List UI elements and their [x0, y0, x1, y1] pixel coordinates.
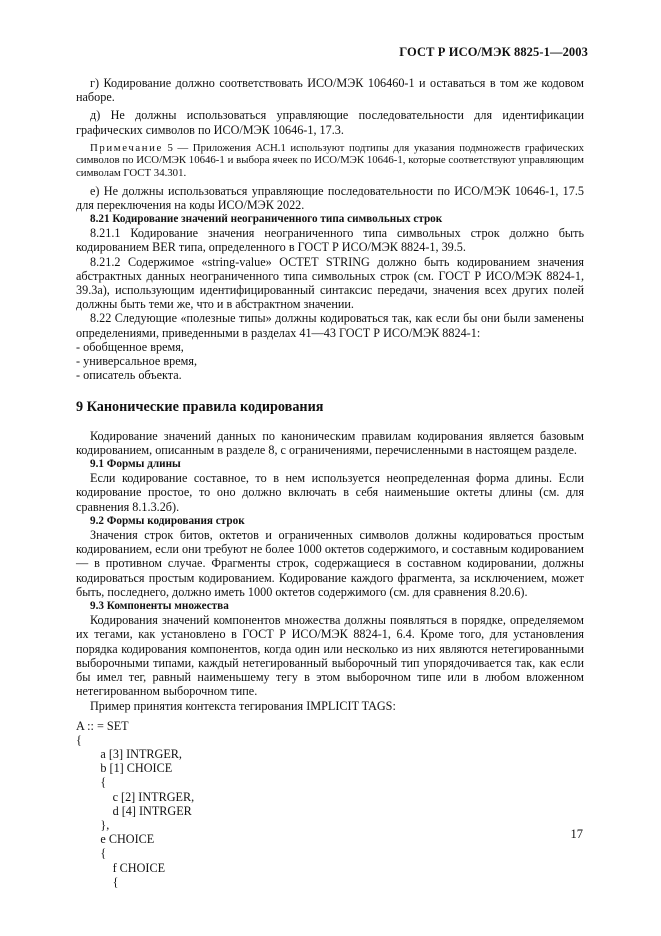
running-header: ГОСТ Р ИСО/МЭК 8825-1—2003	[399, 45, 588, 59]
paragraph-9-3: Кодирования значений компонентов множества должны появляться в порядке, определяемом их тегами, как установлено в ГОСТ Р ИСО/МЭК 8824-1, 6.4. Кроме того, для установления порядка кодирования компонентов, когда один или несколько из них являются нетегированными выборочными типами, каждый нетегированный выборочный тип упорядочивается так, как если бы имел тег, равный наименьшему тегу в этом выборочном типе или в любом вложенном нетегированном выборочном типе.	[76, 613, 584, 699]
code-line: d [4] INTRGER	[76, 803, 192, 818]
note-text: 5 — Приложения АСН.1 используют подтипы для указания подмножеств графических символов по ИСО/МЭК 10646-1 и выбора ячеек по ИСО/МЭК 10646-1, которые соответствуют управляющим символам ГОСТ 34.301.	[76, 141, 584, 179]
list-item: - универсальное время,	[76, 354, 197, 369]
page-number: 17	[570, 827, 583, 841]
note-label: Примечание	[90, 141, 163, 154]
code-line: },	[76, 818, 110, 833]
heading-9-3: 9.3 Компоненты множества	[90, 600, 229, 613]
paragraph-e: е) Не должны использоваться управляющие последовательности по ИСО/МЭК 10646-1, 17.5 для переключения на коды ИСО/МЭК 2022.	[76, 183, 584, 212]
list-item: - описатель объекта.	[76, 368, 182, 383]
note-5	[76, 142, 584, 180]
code-line: c [2] INTRGER,	[76, 789, 195, 804]
asn1-code-block	[76, 719, 584, 889]
paragraph-8-21-2: 8.21.2 Содержимое «string-value» OCTET STRING должно быть кодированием значения абстрактных данных неограниченного типа символьных строк (см. ГОСТ Р ИСО/МЭК 8824-1, 39.3а), использующим идентифицированный синтаксис передачи, значения всех других полей должны быть теми же, что и в абстрактном значении.	[76, 254, 584, 312]
code-line: {	[76, 732, 82, 747]
code-line: A :: = SET	[76, 718, 129, 733]
useful-types-list	[76, 340, 584, 383]
heading-9-1: 9.1 Формы длины	[90, 458, 181, 471]
code-line: b [1] CHOICE	[76, 761, 173, 776]
paragraph-example: Пример принятия контекста тегирования IMPLICIT TAGS:	[90, 698, 396, 713]
section-9-heading: 9 Канонические правила кодирования	[76, 399, 324, 416]
code-line: f CHOICE	[76, 860, 166, 875]
paragraph-d: д) Не должны использоваться управляющие последовательности для идентификации графических символов по ИСО/МЭК 10646-1, 17.3.	[76, 108, 584, 137]
heading-8-21: 8.21 Кодирование значений неограниченного типа символьных строк	[90, 213, 443, 225]
code-line: a [3] INTRGER,	[76, 747, 182, 762]
paragraph-g: г) Кодирование должно соответствовать ИСО/МЭК 106460-1 и оставаться в том же кодовом наборе.	[76, 76, 584, 105]
paragraph-8-21-1: 8.21.1 Кодирование значения неограниченного типа символьных строк должно быть кодированием BER типа, определенного в ГОСТ Р ИСО/МЭК 8824-1, 39.5.	[76, 226, 584, 255]
paragraph-9-2: Значения строк битов, октетов и ограниченных символов должны кодироваться простым кодированием, если они требуют не более 1000 октетов содержимого, и составным кодированием — в противном случае. Фрагменты строк, содержащиеся в составном кодировании, должны кодироваться простым кодированием. Кодирование каждого фрагмента, за исключением, может быть, последнего, должно иметь 1000 октетов содержимого (см. для сравнения 8.20.6).	[76, 528, 584, 599]
list-item: - обобщенное время,	[76, 339, 184, 354]
paragraph-8-22: 8.22 Следующие «полезные типы» должны кодироваться так, как если бы они были заменены определениями, приведенными в разделах 41—43 ГОСТ Р ИСО/МЭК 8824-1:	[76, 311, 584, 340]
page-body	[76, 76, 584, 889]
code-line: e CHOICE	[76, 832, 155, 847]
paragraph-9: Кодирование значений данных по каноническим правилам кодирования является базовым кодированием, описанным в разделе 8, с ограничениями, перечисленными в настоящем разделе.	[76, 428, 584, 457]
code-line: {	[76, 874, 119, 889]
paragraph-9-1: Если кодирование составное, то в нем используется неопределенная форма длины. Если кодирование простое, то оно должно включать в себя наименьшие октеты длины (см. для сравнения 8.1.3.2б).	[76, 471, 584, 514]
code-line: {	[76, 775, 107, 790]
code-line: {	[76, 846, 107, 861]
heading-9-2: 9.2 Формы кодирования строк	[90, 514, 245, 527]
